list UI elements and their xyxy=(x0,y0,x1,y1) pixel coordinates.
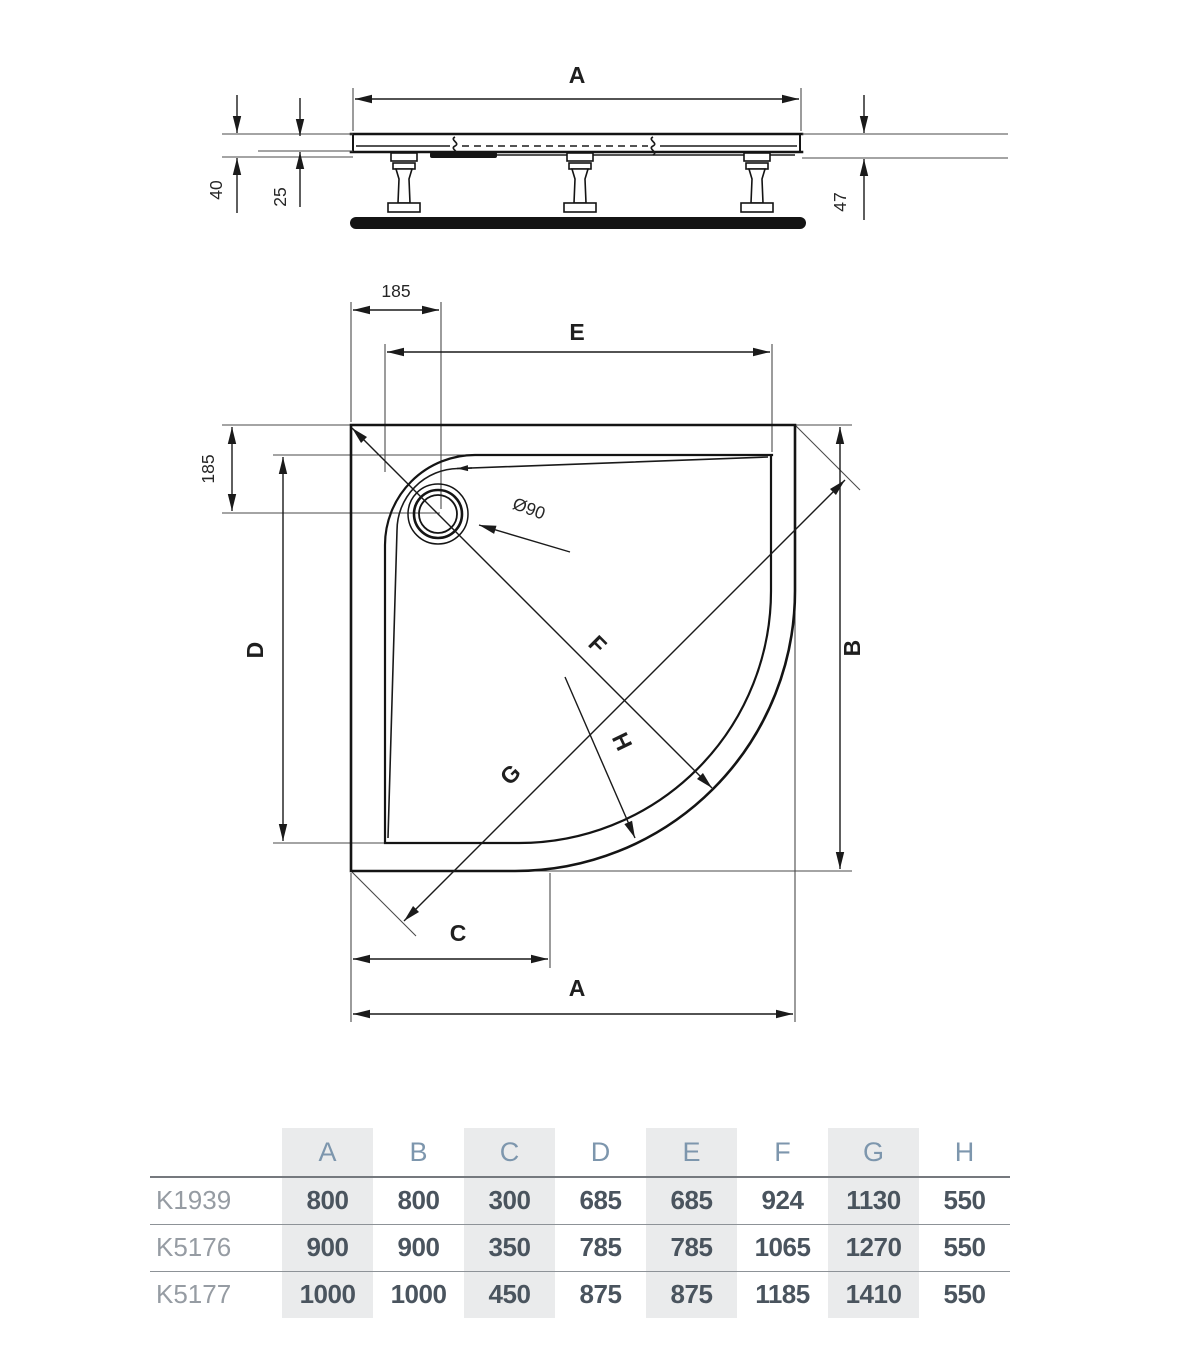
dim-value: 875 xyxy=(579,1279,622,1310)
side-dim-25-label: 25 xyxy=(270,187,290,207)
tray-foot xyxy=(564,153,596,212)
side-dim-40-label: 40 xyxy=(206,180,226,200)
dim-value: 550 xyxy=(943,1232,986,1262)
dim-value: 785 xyxy=(579,1232,622,1262)
plan-dim-g-label: G xyxy=(494,758,526,790)
dim-value: 1000 xyxy=(282,1271,373,1318)
side-elevation-view xyxy=(206,62,1008,229)
dim-value: 785 xyxy=(646,1224,737,1271)
dim-value: 450 xyxy=(464,1271,555,1318)
plan-dim-e-label: E xyxy=(569,319,585,345)
dim-value: 550 xyxy=(943,1185,986,1216)
dim-value: 1000 xyxy=(390,1279,447,1310)
plan-view xyxy=(198,281,865,1022)
col-header-a: A xyxy=(282,1128,373,1177)
drain-diameter-label: Ø90 xyxy=(510,493,549,524)
drain-pocket xyxy=(430,152,497,158)
floor-base-bar xyxy=(350,217,806,229)
tray-foot xyxy=(741,153,773,212)
dim-value: 800 xyxy=(282,1177,373,1224)
col-header-b: B xyxy=(409,1136,428,1167)
dim-value: 1410 xyxy=(828,1271,919,1318)
dim-value: 350 xyxy=(464,1224,555,1271)
dim-value: 685 xyxy=(646,1177,737,1224)
dim-value: 685 xyxy=(579,1185,622,1216)
dim-value: 800 xyxy=(397,1185,440,1216)
side-dim-47-label: 47 xyxy=(830,192,850,212)
plan-dim-d-label: D xyxy=(242,641,268,659)
plan-dim-185-top-label: 185 xyxy=(381,281,411,301)
corner-cell xyxy=(150,1128,282,1177)
model-code: K5176 xyxy=(156,1232,232,1262)
col-header-h: H xyxy=(954,1136,975,1167)
plan-dim-c-label: C xyxy=(449,920,467,946)
model-code: K5177 xyxy=(156,1279,232,1310)
table-row xyxy=(150,1224,1010,1271)
dim-value: 1065 xyxy=(754,1232,811,1262)
plan-dim-a-label: A xyxy=(568,975,586,1001)
dim-value: 875 xyxy=(646,1271,737,1318)
col-header-d: D xyxy=(590,1136,611,1167)
dim-value: 300 xyxy=(464,1177,555,1224)
dim-value: 900 xyxy=(397,1232,440,1262)
tray-foot xyxy=(388,153,420,212)
col-header-g: G xyxy=(828,1128,919,1177)
model-code: K1939 xyxy=(156,1185,232,1216)
table-row xyxy=(150,1177,1010,1224)
dimension-table xyxy=(150,1128,1010,1318)
col-header-e: E xyxy=(646,1128,737,1177)
table-row xyxy=(150,1271,1010,1318)
plan-dim-h-label: H xyxy=(606,728,638,755)
plan-dim-b-label: B xyxy=(839,639,865,657)
dim-value: 550 xyxy=(943,1279,986,1310)
col-header-f: F xyxy=(774,1136,791,1167)
dim-value: 924 xyxy=(761,1185,804,1216)
dim-value: 900 xyxy=(282,1224,373,1271)
dim-value: 1270 xyxy=(828,1224,919,1271)
dim-value: 1185 xyxy=(755,1279,810,1310)
dim-value: 1130 xyxy=(828,1177,919,1224)
table-header-row xyxy=(150,1128,1010,1177)
plan-dim-f-label: F xyxy=(583,630,612,659)
plan-dim-185-left-label: 185 xyxy=(198,454,218,484)
col-header-c: C xyxy=(464,1128,555,1177)
side-dim-a-label: A xyxy=(568,62,586,88)
